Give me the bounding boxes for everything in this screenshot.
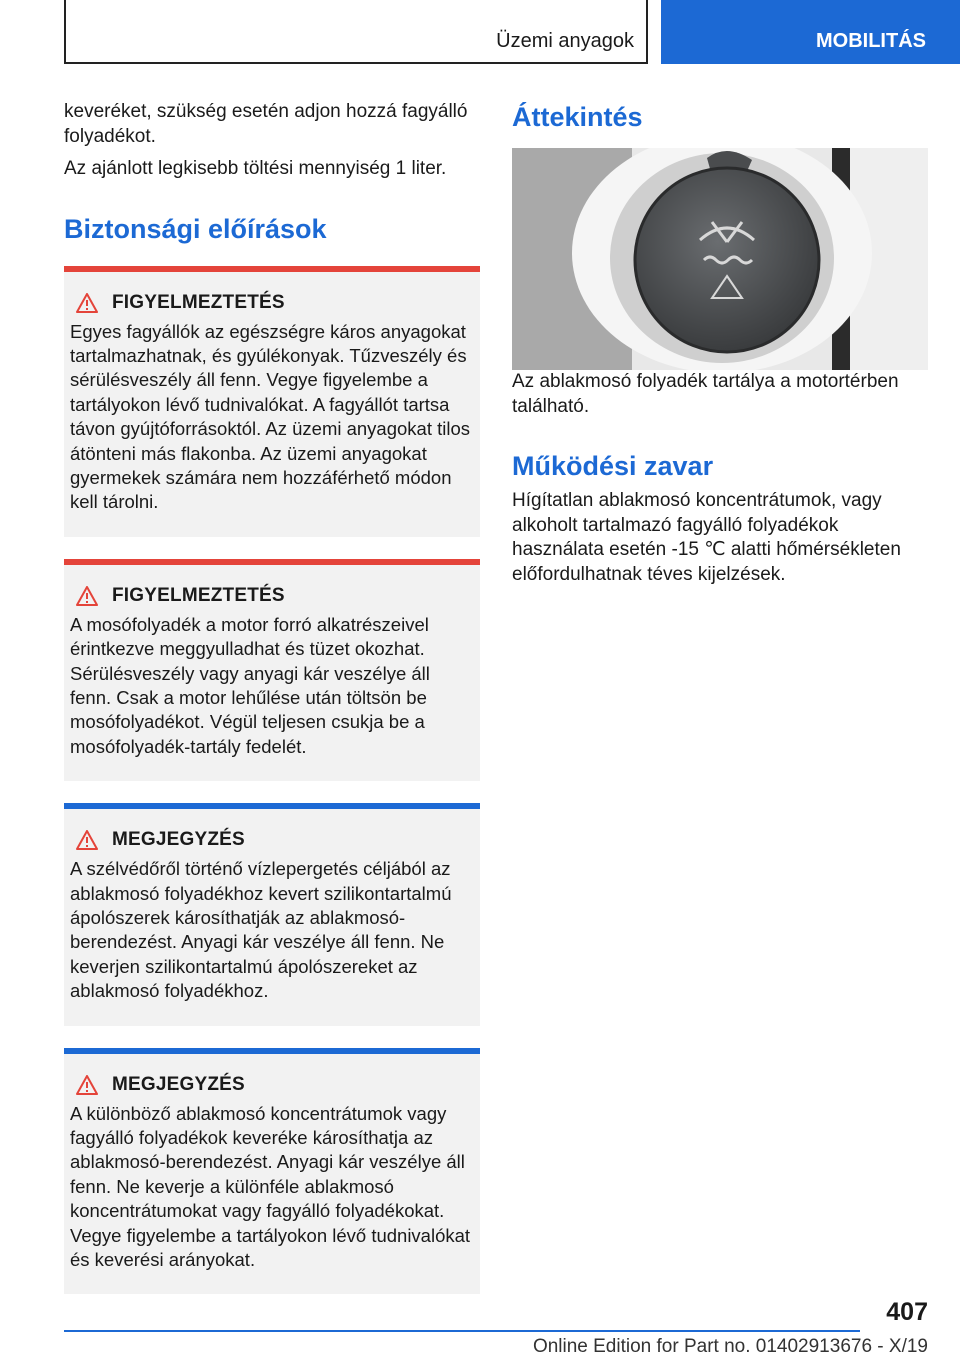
notice-box-title: MEGJEGYZÉS [112,1073,245,1095]
left-column [64,100,480,1306]
header-chapter-title: MOBILITÁS [816,30,926,52]
warning-triangle-icon [76,830,98,850]
warning-triangle-icon [76,293,98,313]
photo-caption: Az ablakmosó folyadék tartálya a motortérben található. [512,371,899,417]
malfunction-text: Hígítatlan ablakmosó koncentrátumok, vagy alkoholt tartalmazó fagyálló folyadékok használata esetén -15 ℃ alatti hőmérsékleten előfordulhatnak téves kijelzések. [512,490,901,585]
notice-box-text: A különböző ablakmosó koncentrátumok vagy fagyálló folyadékok keveréke károsíthatja az ablakmosó-berendezést. Anyagi kár veszélye áll fenn. Ne keverje a különféle ablakmosó koncentrátumokat vagy fagyálló folyadékokat. Vegye figyelembe a tartályokon lévő tudnivalókat és keverési arányokat. [70,1102,471,1271]
footer-edition: Online Edition for Part no. 01402913676 - X/19 [532,1336,928,1357]
washer-fluid-icon [512,148,928,370]
overview-heading: Áttekintés [512,102,643,132]
notice-box-text: A szélvédőről történő vízlepergetés céljából az ablakmosó folyadékhoz kevert szilikontartalmú ápolószerek károsíthatják az ablakmosó-berendezést. Anyagi kár veszélye áll fenn. Ne keverjen szilikontartalmú ápolószereket az ablakmosó folyadékhoz. [70,858,452,1002]
notice-box-title: MEGJEGYZÉS [112,829,245,851]
warning-box-text: Egyes fagyállók az egészségre káros anyagokat tartalmazhatnak, és gyúlékonyak. Tűzveszély és sérülésveszély áll fenn. Vegye figyelembe a tartályokon lévő tudnivalókat. A fagyállót tartsa távon gyújtóforrásoktól. Az üzemi anyagokat tilos átönteni más flakonba. Az üzemi anyagokat gyermekek számára nem hozzáférhető módon kell tárolni. [70,320,471,513]
safety-heading: Biztonsági előírások [64,213,327,244]
warning-box-title: FIGYELMEZTETÉS [112,584,285,606]
header-section-tab [64,0,648,64]
page-number: 407 [886,1298,928,1326]
header-section-title: Üzemi anyagok [496,30,634,52]
warning-box-title: FIGYELMEZTETÉS [112,291,285,313]
malfunction-heading: Működési zavar [512,451,714,481]
footer-divider [64,1330,860,1332]
right-column [512,100,928,595]
header-chapter-tab [661,0,960,64]
warning-triangle-icon [76,1075,98,1095]
warning-box-2 [64,559,480,781]
warning-triangle-icon [76,586,98,606]
warning-box-1 [64,266,480,537]
intro-paragraph-1: keveréket, szükség esetén adjon hozzá fagyálló folyadékot. [64,101,468,147]
washer-reservoir-photo [512,148,928,370]
notice-box-1 [64,803,480,1025]
intro-paragraph-2: Az ajánlott legkisebb töltési mennyiség 1 liter. [64,158,447,179]
notice-box-2 [64,1048,480,1295]
warning-box-text: A mosófolyadék a motor forró alkatrészeivel érintkezve meggyulladhat és tüzet okozhat. Sérülésveszély vagy anyagi kár veszélye áll fenn. Csak a motor lehűlése után töltsön be mosófolyadékot. Végül teljesen csukja be a mosófolyadék-tartály fedelét. [70,613,430,757]
